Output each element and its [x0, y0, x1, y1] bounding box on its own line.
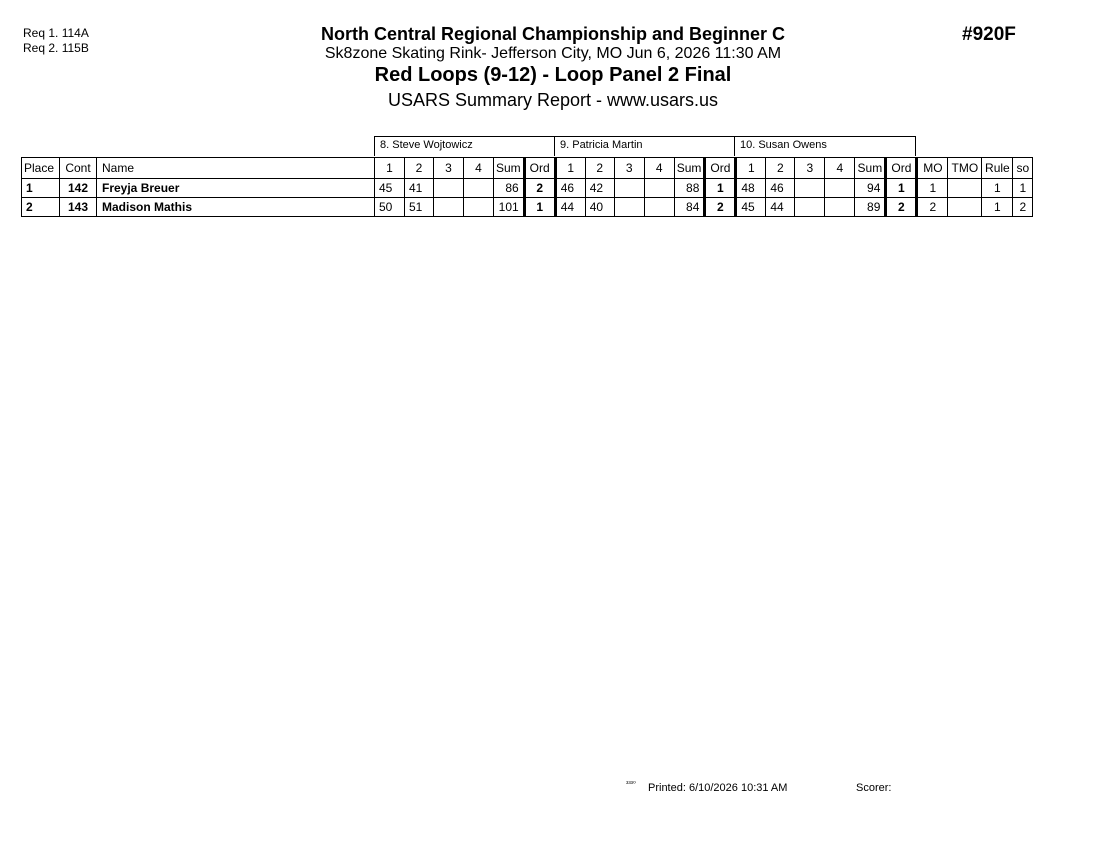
results-table — [21, 157, 1033, 217]
col-j9-sum: Sum — [674, 158, 705, 179]
footer-mark: ³³³⁰ — [626, 781, 636, 788]
ordinal-cell: 1 — [524, 198, 555, 217]
sum-cell: 88 — [674, 179, 705, 198]
ordinal-cell: 1 — [705, 179, 736, 198]
col-j9-ord: Ord — [705, 158, 736, 179]
score-cell: 50 — [375, 198, 405, 217]
place-cell: 2 — [22, 198, 60, 217]
score-cell — [644, 179, 674, 198]
col-j10-4: 4 — [825, 158, 855, 179]
score-cell: 45 — [375, 179, 405, 198]
col-so: so — [1013, 158, 1033, 179]
col-j10-3: 3 — [795, 158, 825, 179]
table-header-row — [22, 158, 1033, 179]
col-j9-1: 1 — [555, 158, 585, 179]
sum-cell: 86 — [494, 179, 525, 198]
ordinal-cell: 1 — [886, 179, 917, 198]
tmo-cell — [948, 198, 982, 217]
col-mo: MO — [917, 158, 948, 179]
col-j9-2: 2 — [585, 158, 614, 179]
score-cell — [825, 179, 855, 198]
col-j8-3: 3 — [434, 158, 464, 179]
score-cell — [614, 198, 644, 217]
col-j8-sum: Sum — [494, 158, 525, 179]
score-cell: 46 — [766, 179, 795, 198]
col-rule: Rule — [982, 158, 1013, 179]
rule-cell: 1 — [982, 179, 1013, 198]
col-tmo: TMO — [948, 158, 982, 179]
judge-9-header: 9. Patricia Martin — [554, 136, 735, 156]
col-j8-1: 1 — [375, 158, 405, 179]
col-j9-4: 4 — [644, 158, 674, 179]
col-j10-sum: Sum — [855, 158, 886, 179]
mo-cell: 1 — [917, 179, 948, 198]
score-cell: 48 — [736, 179, 766, 198]
score-cell: 44 — [555, 198, 585, 217]
judge-10-header: 10. Susan Owens — [734, 136, 916, 156]
score-cell: 40 — [585, 198, 614, 217]
sum-cell: 101 — [494, 198, 525, 217]
ordinal-cell: 2 — [705, 198, 736, 217]
competition-venue-date: Sk8zone Skating Rink- Jefferson City, MO Jun 6, 2026 11:30 AM — [324, 45, 782, 62]
skater-name: Freyja Breuer — [97, 179, 375, 198]
col-j9-3: 3 — [614, 158, 644, 179]
event-name: Red Loops (9-12) - Loop Panel 2 Final — [374, 64, 732, 86]
score-cell: 46 — [555, 179, 585, 198]
report-title: USARS Summary Report - www.usars.us — [387, 90, 719, 110]
cont-cell: 143 — [60, 198, 97, 217]
col-j10-2: 2 — [766, 158, 795, 179]
score-cell — [614, 179, 644, 198]
ordinal-cell: 2 — [886, 198, 917, 217]
req-2: Req 2. 115B — [23, 41, 89, 55]
skater-name: Madison Mathis — [97, 198, 375, 217]
mo-cell: 2 — [917, 198, 948, 217]
score-cell — [434, 179, 464, 198]
col-j10-1: 1 — [736, 158, 766, 179]
sum-cell: 94 — [855, 179, 886, 198]
scorer-label: Scorer: — [856, 782, 892, 794]
table-row — [22, 179, 1033, 198]
place-cell: 1 — [22, 179, 60, 198]
score-cell: 42 — [585, 179, 614, 198]
req-1: Req 1. 114A — [23, 26, 89, 40]
sum-cell: 89 — [855, 198, 886, 217]
col-j8-ord: Ord — [524, 158, 555, 179]
score-cell — [795, 198, 825, 217]
sum-cell: 84 — [674, 198, 705, 217]
score-cell — [434, 198, 464, 217]
score-cell: 51 — [405, 198, 434, 217]
ordinal-cell: 2 — [524, 179, 555, 198]
score-cell — [644, 198, 674, 217]
score-cell — [464, 179, 494, 198]
col-name: Name — [97, 158, 375, 179]
rule-cell: 1 — [982, 198, 1013, 217]
so-cell: 2 — [1013, 198, 1033, 217]
printed-timestamp: Printed: 6/10/2026 10:31 AM — [648, 782, 788, 794]
so-cell: 1 — [1013, 179, 1033, 198]
table-row — [22, 198, 1033, 217]
col-j10-ord: Ord — [886, 158, 917, 179]
col-j8-2: 2 — [405, 158, 434, 179]
tmo-cell — [948, 179, 982, 198]
col-cont: Cont — [60, 158, 97, 179]
col-j8-4: 4 — [464, 158, 494, 179]
score-cell: 45 — [736, 198, 766, 217]
score-cell — [464, 198, 494, 217]
event-id: #920F — [962, 24, 1016, 45]
score-cell: 44 — [766, 198, 795, 217]
judge-8-header: 8. Steve Wojtowicz — [374, 136, 555, 156]
competition-title: North Central Regional Championship and Beginner C — [320, 24, 786, 44]
cont-cell: 142 — [60, 179, 97, 198]
col-place: Place — [22, 158, 60, 179]
score-cell — [825, 198, 855, 217]
score-cell — [795, 179, 825, 198]
score-cell: 41 — [405, 179, 434, 198]
